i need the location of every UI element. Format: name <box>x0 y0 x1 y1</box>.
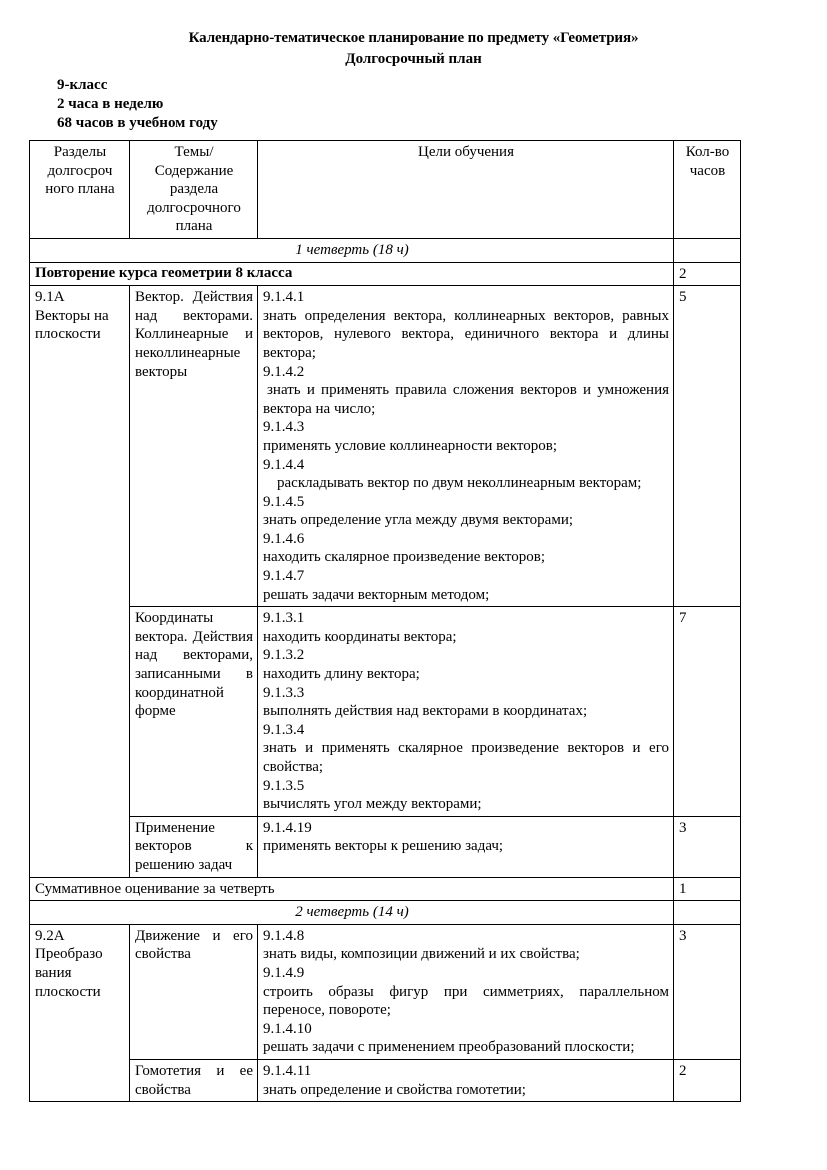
goal-code: 9.1.4.11 <box>263 1062 312 1079</box>
goal-code: 9.1.4.1 <box>263 289 305 306</box>
review-hours: 2 <box>674 262 741 286</box>
header-sections: Разделы долгосроч ного плана <box>30 141 130 239</box>
table-body <box>30 141 741 1102</box>
goal-text: применять векторы к решению задач; <box>263 838 504 855</box>
header-goals: Цели обучения <box>258 141 674 239</box>
goals-cell <box>258 286 674 607</box>
section-code: 9.1А <box>35 289 65 306</box>
summative-row-1 <box>30 877 741 901</box>
hours-cell: 3 <box>674 924 741 1059</box>
goal-code: 9.1.4.10 <box>263 1020 312 1037</box>
goal-code: 9.1.4.5 <box>263 493 305 510</box>
goals-cell <box>258 816 674 877</box>
table-header-row <box>30 141 741 239</box>
goal-code: 9.1.4.8 <box>263 927 305 944</box>
quarter-label: 2 четверть (14 ч) <box>30 901 674 925</box>
goal-text: применять условие коллинеарности векторов; <box>263 437 558 454</box>
goal-text: находить скалярное произведение векторов; <box>263 549 546 566</box>
goal-text: знать определения вектора, коллинеарных векторов, равных векторов, нулевого вектора, единичного вектора и длины вектора; <box>263 307 669 361</box>
table-row <box>30 816 741 877</box>
section-name: Векторы на плоскости <box>35 307 109 343</box>
hours-cell: 7 <box>674 607 741 817</box>
goal-text: выполнять действия над векторами в координатах; <box>263 703 588 720</box>
topic-cell: Гомотетия и ее свойства <box>130 1059 258 1101</box>
table-row <box>30 1059 741 1101</box>
goal-text: находить координаты вектора; <box>263 628 457 645</box>
topic-cell: Применение векторов к решению задач <box>130 816 258 877</box>
quarter-label: 1 четверть (18 ч) <box>30 238 674 262</box>
goal-code: 9.1.3.1 <box>263 610 305 627</box>
goal-code: 9.1.4.19 <box>263 819 312 836</box>
goal-text: вычислять угол между векторами; <box>263 796 482 813</box>
meta-hours-per-week: 2 часа в неделю <box>57 96 164 112</box>
section-cell-92a <box>30 924 130 1101</box>
section-code: 9.2А <box>35 927 65 944</box>
review-title: Повторение курса геометрии 8 класса <box>30 262 674 286</box>
summative-hours: 1 <box>674 877 741 901</box>
goal-code: 9.1.4.9 <box>263 964 305 981</box>
hours-cell: 5 <box>674 286 741 607</box>
goal-code: 9.1.3.4 <box>263 721 305 738</box>
hours-cell: 2 <box>674 1059 741 1101</box>
goal-code: 9.1.4.4 <box>263 456 305 473</box>
section-cell-91a <box>30 286 130 877</box>
meta-grade: 9-класс <box>57 77 108 93</box>
page-title: Календарно-тематическое планирование по предмету «Геометрия» <box>188 30 639 46</box>
quarter-row-2 <box>30 901 741 925</box>
long-term-plan-table <box>29 140 741 1102</box>
goal-text: знать определение и свойства гомотетии; <box>263 1081 526 1098</box>
summative-title: Суммативное оценивание за четверть <box>30 877 674 901</box>
goal-code: 9.1.4.2 <box>263 363 305 380</box>
goal-code: 9.1.4.7 <box>263 568 305 585</box>
goal-code: 9.1.3.5 <box>263 777 305 794</box>
table-row <box>30 286 741 607</box>
goal-text: находить длину вектора; <box>263 666 420 683</box>
goal-text: строить образы фигур при симметриях, параллельном переносе, повороте; <box>263 983 669 1019</box>
goal-text: знать и применять скалярное произведение векторов и его свойства; <box>263 740 669 775</box>
goals-cell <box>258 924 674 1059</box>
goal-code: 9.1.3.2 <box>263 647 305 664</box>
section-name: Преобразо вания плоскости <box>35 946 103 1000</box>
document-meta <box>0 70 827 133</box>
goals-cell <box>258 1059 674 1101</box>
header-topics: Темы/ Содержание раздела долгосрочного плана <box>130 141 258 239</box>
review-row <box>30 262 741 286</box>
topic-cell: Вектор. Действия над векторами. Коллинеарные и неколлинеарные векторы <box>130 286 258 607</box>
header-hours: Кол-во часов <box>674 141 741 239</box>
table-row <box>30 607 741 817</box>
quarter-hours <box>674 238 741 262</box>
quarter-hours <box>674 901 741 925</box>
table-row <box>30 924 741 1059</box>
goal-text: знать виды, композиции движений и их свойства; <box>263 946 580 963</box>
meta-hours-per-year: 68 часов в учебном году <box>57 115 218 131</box>
goal-text: знать определение угла между двумя векторами; <box>263 512 574 529</box>
goal-text: знать и применять правила сложения векторов и умножения вектора на число; <box>263 382 669 417</box>
topic-cell: Координаты вектора. Действия над векторами, записанными в координатной форме <box>130 607 258 817</box>
goal-code: 9.1.4.3 <box>263 419 305 436</box>
page-subtitle: Долгосрочный план <box>345 51 482 67</box>
goal-code: 9.1.4.6 <box>263 530 305 547</box>
hours-cell: 3 <box>674 816 741 877</box>
topic-cell: Движение и его свойства <box>130 924 258 1059</box>
goal-code: 9.1.3.3 <box>263 684 305 701</box>
goal-text: решать задачи с применением преобразований плоскости; <box>263 1039 635 1056</box>
goal-text: решать задачи векторным методом; <box>263 586 490 603</box>
goal-text: раскладывать вектор по двум неколлинеарным векторам; <box>277 475 642 492</box>
goals-cell <box>258 607 674 817</box>
quarter-row-1 <box>30 238 741 262</box>
